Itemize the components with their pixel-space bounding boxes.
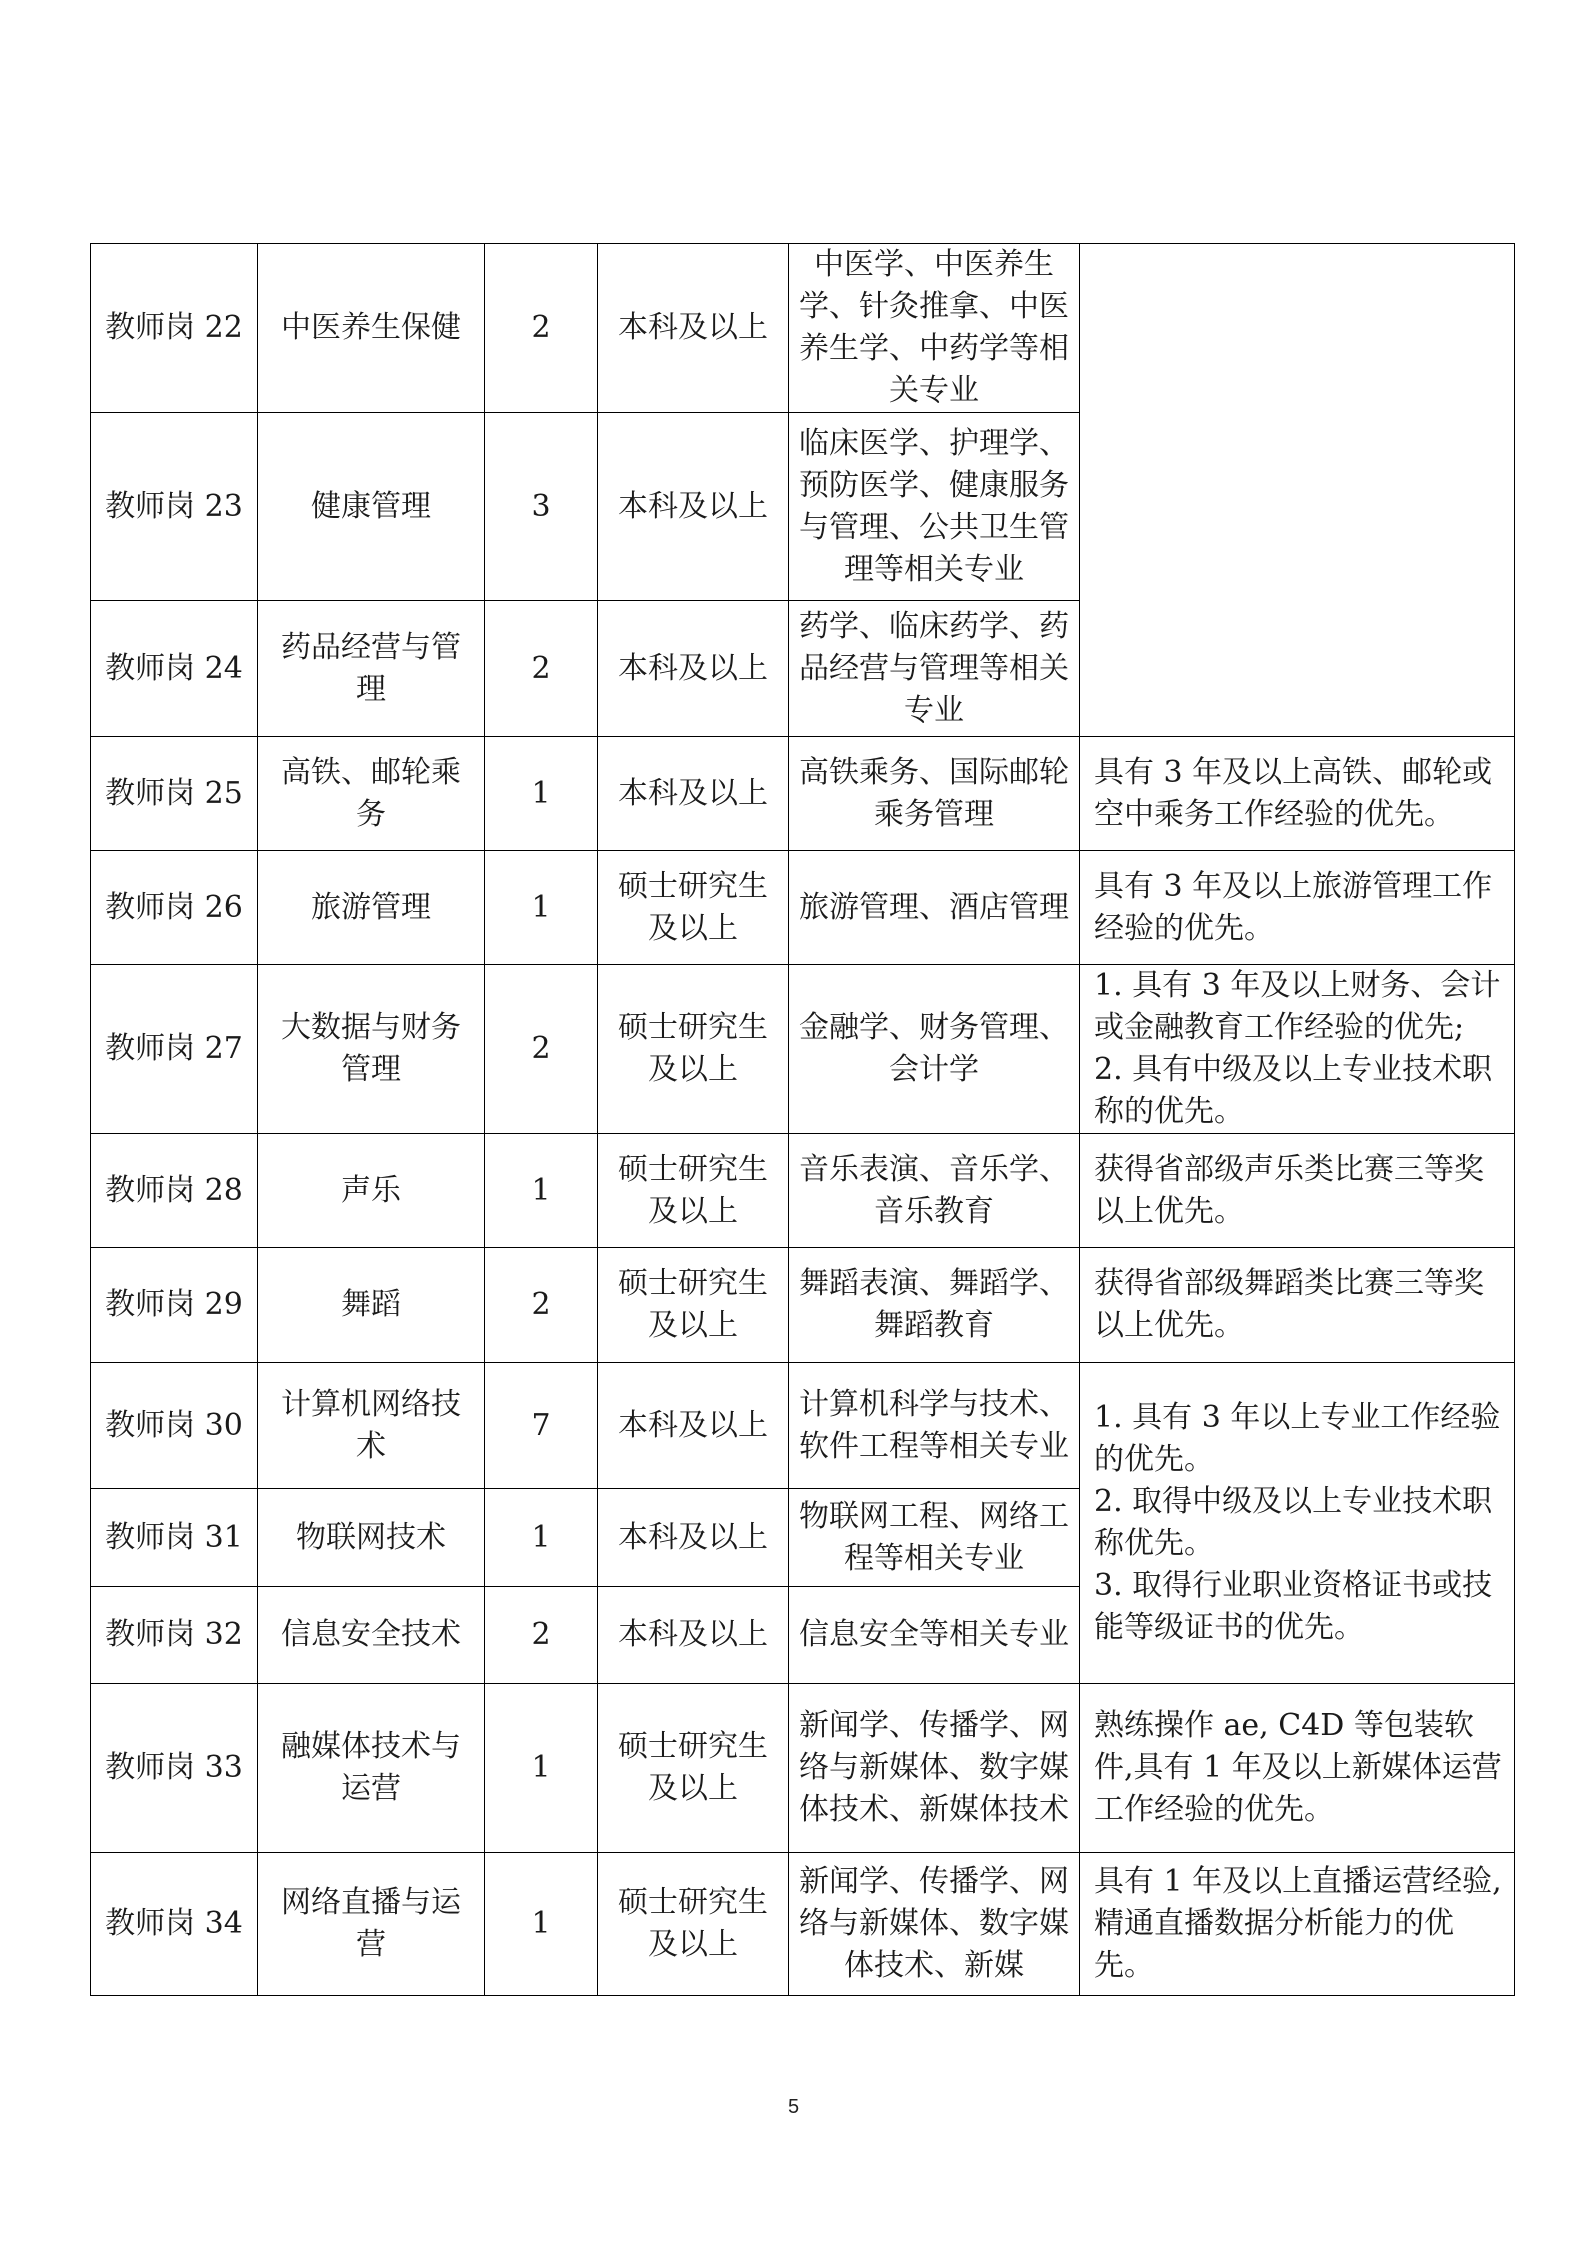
count-cell: 1 <box>485 1489 598 1587</box>
table-row <box>91 1363 1515 1489</box>
education-cell: 本科及以上 <box>598 1489 789 1587</box>
major-cell: 音乐表演、音乐学、音乐教育 <box>789 1134 1080 1248</box>
post-cell: 教师岗 34 <box>91 1853 258 1996</box>
post-cell: 教师岗 28 <box>91 1134 258 1248</box>
requirement-line: 2. 取得中级及以上专业技术职称优先。 <box>1094 1484 1493 1561</box>
subject-cell: 高铁、邮轮乘务 <box>258 737 485 851</box>
count-cell: 2 <box>485 244 598 413</box>
requirement-cell <box>1080 737 1515 851</box>
count-cell: 1 <box>485 1684 598 1853</box>
count-cell: 7 <box>485 1363 598 1489</box>
major-cell: 新闻学、传播学、网络与新媒体、数字媒体技术、新媒 <box>789 1853 1080 1996</box>
major-cell: 金融学、财务管理、会计学 <box>789 965 1080 1134</box>
table-row <box>91 1853 1515 1996</box>
subject-cell: 声乐 <box>258 1134 485 1248</box>
education-cell: 本科及以上 <box>598 1587 789 1684</box>
education-cell: 硕士研究生及以上 <box>598 1134 789 1248</box>
post-cell: 教师岗 22 <box>91 244 258 413</box>
requirement-line: 获得省部级舞蹈类比赛三等奖以上优先。 <box>1094 1266 1484 1343</box>
count-cell: 3 <box>485 413 598 601</box>
major-cell: 旅游管理、酒店管理 <box>789 851 1080 965</box>
requirement-line: 具有 3 年及以上旅游管理工作经验的优先。 <box>1094 868 1493 946</box>
count-cell: 2 <box>485 965 598 1134</box>
requirement-cell <box>1080 1853 1515 1996</box>
subject-cell: 舞蹈 <box>258 1248 485 1363</box>
table-row <box>91 965 1515 1134</box>
subject-cell: 信息安全技术 <box>258 1587 485 1684</box>
post-cell: 教师岗 23 <box>91 413 258 601</box>
post-cell: 教师岗 33 <box>91 1684 258 1853</box>
table-row <box>91 1248 1515 1363</box>
subject-cell: 网络直播与运营 <box>258 1853 485 1996</box>
count-cell: 1 <box>485 851 598 965</box>
requirement-line: 熟练操作 ae, C4D 等包装软件,具有 1 年及以上新媒体运营工作经验的优先。 <box>1094 1708 1502 1827</box>
requirement-line: 1. 具有 3 年及以上财务、会计或金融教育工作经验的优先; <box>1094 968 1501 1045</box>
subject-cell: 旅游管理 <box>258 851 485 965</box>
major-cell: 信息安全等相关专业 <box>789 1587 1080 1684</box>
post-cell: 教师岗 32 <box>91 1587 258 1684</box>
education-cell: 硕士研究生及以上 <box>598 851 789 965</box>
requirement-cell <box>1080 1248 1515 1363</box>
education-cell: 硕士研究生及以上 <box>598 1853 789 1996</box>
education-cell: 本科及以上 <box>598 601 789 737</box>
recruitment-table <box>90 243 1515 1996</box>
major-cell: 舞蹈表演、舞蹈学、舞蹈教育 <box>789 1248 1080 1363</box>
post-cell: 教师岗 25 <box>91 737 258 851</box>
post-cell: 教师岗 26 <box>91 851 258 965</box>
requirement-cell <box>1080 1134 1515 1248</box>
subject-cell: 大数据与财务管理 <box>258 965 485 1134</box>
requirement-line: 具有 3 年及以上高铁、邮轮或空中乘务工作经验的优先。 <box>1094 754 1493 832</box>
education-cell: 本科及以上 <box>598 1363 789 1489</box>
education-cell: 硕士研究生及以上 <box>598 1248 789 1363</box>
requirement-line: 3. 取得行业职业资格证书或技能等级证书的优先。 <box>1094 1568 1493 1645</box>
requirement-line: 具有 1 年及以上直播运营经验,精通直播数据分析能力的优先。 <box>1094 1864 1502 1983</box>
education-cell: 本科及以上 <box>598 244 789 413</box>
table-row <box>91 1684 1515 1853</box>
requirement-cell <box>1080 1684 1515 1853</box>
subject-cell: 物联网技术 <box>258 1489 485 1587</box>
subject-cell: 融媒体技术与运营 <box>258 1684 485 1853</box>
major-cell: 高铁乘务、国际邮轮乘务管理 <box>789 737 1080 851</box>
requirement-cell <box>1080 851 1515 965</box>
requirement-cell <box>1080 965 1515 1134</box>
subject-cell: 计算机网络技术 <box>258 1363 485 1489</box>
subject-cell: 中医养生保健 <box>258 244 485 413</box>
subject-cell: 药品经营与管理 <box>258 601 485 737</box>
major-cell: 计算机科学与技术、软件工程等相关专业 <box>789 1363 1080 1489</box>
post-cell: 教师岗 31 <box>91 1489 258 1587</box>
table-row <box>91 244 1515 413</box>
major-cell: 临床医学、护理学、预防医学、健康服务与管理、公共卫生管理等相关专业 <box>789 413 1080 601</box>
post-cell: 教师岗 29 <box>91 1248 258 1363</box>
table-row <box>91 1134 1515 1248</box>
post-cell: 教师岗 27 <box>91 965 258 1134</box>
page-number: 5 <box>787 2096 800 2118</box>
count-cell: 1 <box>485 1853 598 1996</box>
count-cell: 2 <box>485 601 598 737</box>
count-cell: 1 <box>485 737 598 851</box>
education-cell: 本科及以上 <box>598 737 789 851</box>
table-row <box>91 851 1515 965</box>
education-cell: 硕士研究生及以上 <box>598 1684 789 1853</box>
count-cell: 2 <box>485 1248 598 1363</box>
major-cell: 物联网工程、网络工程等相关专业 <box>789 1489 1080 1587</box>
requirement-line: 1. 具有 3 年以上专业工作经验的优先。 <box>1094 1400 1501 1477</box>
requirement-cell-empty <box>1080 244 1515 737</box>
education-cell: 硕士研究生及以上 <box>598 965 789 1134</box>
count-cell: 2 <box>485 1587 598 1684</box>
education-cell: 本科及以上 <box>598 413 789 601</box>
post-cell: 教师岗 30 <box>91 1363 258 1489</box>
post-cell: 教师岗 24 <box>91 601 258 737</box>
major-cell: 药学、临床药学、药品经营与管理等相关专业 <box>789 601 1080 737</box>
major-cell: 中医学、中医养生学、针灸推拿、中医养生学、中药学等相关专业 <box>789 244 1080 413</box>
table-row <box>91 737 1515 851</box>
subject-cell: 健康管理 <box>258 413 485 601</box>
major-cell: 新闻学、传播学、网络与新媒体、数字媒体技术、新媒体技术 <box>789 1684 1080 1853</box>
requirement-cell-merged <box>1080 1363 1515 1684</box>
count-cell: 1 <box>485 1134 598 1248</box>
requirement-line: 2. 具有中级及以上专业技术职称的优先。 <box>1094 1052 1493 1129</box>
requirement-line: 获得省部级声乐类比赛三等奖以上优先。 <box>1094 1151 1484 1229</box>
